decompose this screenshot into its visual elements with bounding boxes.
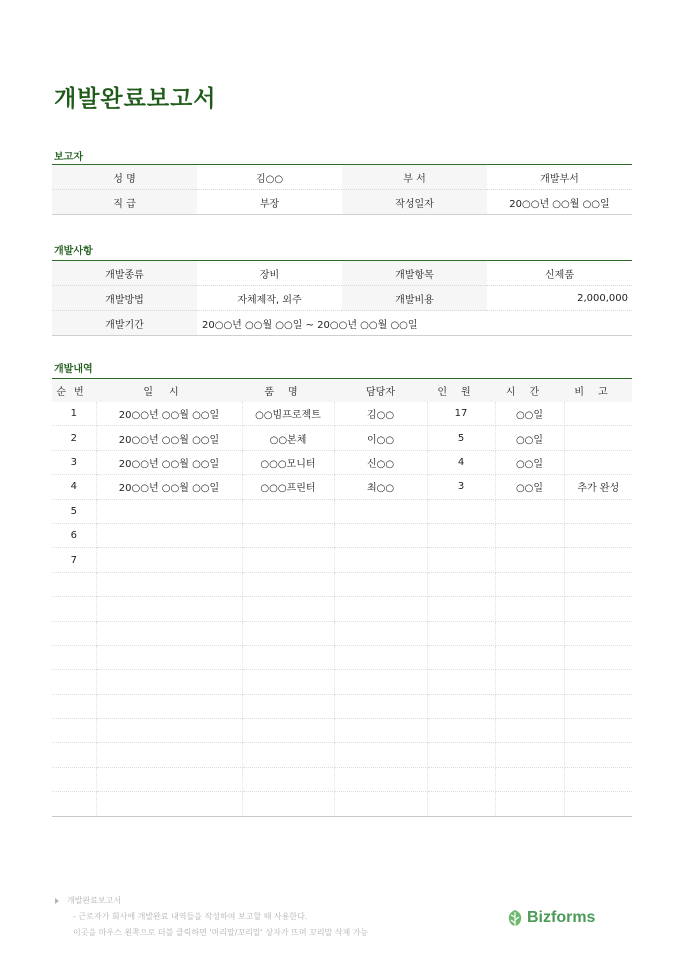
cell-item: [242, 597, 334, 621]
cell-datetime: [96, 719, 242, 743]
cell-item: ○○빔프로젝트: [242, 402, 334, 426]
cell-datetime: 20○○년 ○○월 ○○일: [96, 402, 242, 426]
dev-method-label: 개발방법: [52, 286, 197, 311]
cell-time: [495, 572, 564, 596]
cell-time: [495, 767, 564, 791]
leaf-logo-icon: [506, 908, 524, 928]
cell-manager: [334, 694, 427, 718]
col-header-time: 시간: [495, 379, 564, 402]
triangle-bullet-icon: [55, 898, 59, 904]
cell-time: [495, 670, 564, 694]
col-header-no: 순번: [52, 379, 96, 402]
cell-time: [495, 792, 564, 816]
cell-item: [242, 743, 334, 767]
col-header-item: 품명: [242, 379, 334, 402]
table-row: [52, 621, 632, 645]
cell-datetime: [96, 523, 242, 547]
details-table: [52, 379, 632, 817]
cell-item: [242, 572, 334, 596]
cell-people: [427, 523, 495, 547]
dev-period-label: 개발기간: [52, 311, 197, 336]
footer-description: - 근로자가 회사에 개발완료 내역들을 작성하여 보고할 때 사용한다.: [73, 912, 308, 921]
cell-manager: [334, 499, 427, 523]
dev-type-label: 개발종류: [52, 261, 197, 286]
cell-manager: [334, 719, 427, 743]
cell-datetime: 20○○년 ○○월 ○○일: [96, 426, 242, 450]
cell-datetime: [96, 572, 242, 596]
cell-time: ○○일: [495, 402, 564, 426]
col-header-note: 비고: [564, 379, 632, 402]
cell-people: [427, 694, 495, 718]
cell-note: [564, 402, 632, 426]
cell-no: [52, 792, 96, 816]
table-row: [52, 450, 632, 474]
cell-people: [427, 645, 495, 669]
reporter-table: [52, 165, 632, 215]
logo-text: Bizforms: [527, 909, 596, 926]
table-row: [52, 475, 632, 499]
date-value: 20○○년 ○○월 ○○일: [487, 190, 632, 215]
cell-time: [495, 719, 564, 743]
cell-note: [564, 694, 632, 718]
cell-no: 3: [52, 450, 96, 474]
cell-no: [52, 621, 96, 645]
cell-note: [564, 548, 632, 572]
cell-item: ○○○프린터: [242, 475, 334, 499]
cell-manager: [334, 743, 427, 767]
cell-datetime: [96, 645, 242, 669]
cell-time: [495, 694, 564, 718]
details-body: [52, 402, 632, 816]
col-header-people: 인원: [427, 379, 495, 402]
cell-manager: [334, 523, 427, 547]
cell-people: 17: [427, 402, 495, 426]
name-label: 성 명: [52, 165, 197, 190]
dev-type-value: 장비: [197, 261, 342, 286]
cell-manager: [334, 621, 427, 645]
cell-people: 5: [427, 426, 495, 450]
cell-datetime: [96, 767, 242, 791]
cell-item: [242, 523, 334, 547]
cell-no: 5: [52, 499, 96, 523]
cell-no: 4: [52, 475, 96, 499]
dev-cost-label: 개발비용: [342, 286, 487, 311]
cell-item: [242, 645, 334, 669]
cell-item: [242, 499, 334, 523]
cell-note: [564, 743, 632, 767]
table-row: [52, 694, 632, 718]
table-row: [52, 767, 632, 791]
cell-note: [564, 645, 632, 669]
cell-people: [427, 597, 495, 621]
cell-people: [427, 767, 495, 791]
table-row: [52, 311, 632, 336]
cell-note: [564, 670, 632, 694]
cell-people: [427, 670, 495, 694]
cell-no: [52, 670, 96, 694]
cell-manager: 신○○: [334, 450, 427, 474]
cell-note: 추가 완성: [564, 475, 632, 499]
table-row: [52, 719, 632, 743]
cell-time: [495, 523, 564, 547]
dev-method-value: 자체제작, 외주: [197, 286, 342, 311]
cell-no: 7: [52, 548, 96, 572]
cell-note: [564, 719, 632, 743]
cell-manager: [334, 767, 427, 791]
cell-time: [495, 645, 564, 669]
cell-note: [564, 499, 632, 523]
cell-manager: 김○○: [334, 402, 427, 426]
cell-people: [427, 743, 495, 767]
dev-item-value: 신제품: [487, 261, 632, 286]
cell-manager: 이○○: [334, 426, 427, 450]
section-label-reporter: 보고자: [54, 152, 83, 163]
position-label: 직 급: [52, 190, 197, 215]
table-row: [52, 670, 632, 694]
table-row: [52, 190, 632, 215]
cell-note: [564, 767, 632, 791]
cell-item: [242, 694, 334, 718]
table-row: [52, 645, 632, 669]
table-row: [52, 261, 632, 286]
table-header-row: [52, 379, 632, 402]
section-label-dev-info: 개발사항: [54, 246, 93, 257]
cell-people: [427, 719, 495, 743]
cell-item: [242, 548, 334, 572]
cell-note: [564, 523, 632, 547]
department-label: 부 서: [342, 165, 487, 190]
table-row: [52, 523, 632, 547]
table-row: [52, 286, 632, 311]
cell-note: [564, 597, 632, 621]
footer-title: 개발완료보고서: [67, 896, 122, 905]
cell-no: [52, 597, 96, 621]
cell-manager: 최○○: [334, 475, 427, 499]
cell-no: [52, 743, 96, 767]
cell-item: ○○본체: [242, 426, 334, 450]
table-row: [52, 792, 632, 816]
footer-hint: 이곳을 마우스 왼쪽으로 더블 클릭하면 '머리말/꼬리말' 상자가 뜨며 꼬리말 삭제 가능: [73, 928, 369, 937]
cell-no: 6: [52, 523, 96, 547]
cell-datetime: [96, 694, 242, 718]
dev-info-table: [52, 261, 632, 336]
cell-people: [427, 572, 495, 596]
dev-period-value: 20○○년 ○○월 ○○일 ~ 20○○년 ○○월 ○○일: [197, 311, 632, 336]
dev-item-label: 개발항목: [342, 261, 487, 286]
table-row: [52, 743, 632, 767]
cell-datetime: [96, 621, 242, 645]
cell-note: [564, 792, 632, 816]
table-row: [52, 426, 632, 450]
table-row: [52, 597, 632, 621]
cell-no: 1: [52, 402, 96, 426]
cell-note: [564, 450, 632, 474]
cell-people: [427, 499, 495, 523]
name-value: 김○○: [197, 165, 342, 190]
col-header-manager: 담당자: [334, 379, 427, 402]
cell-manager: [334, 645, 427, 669]
cell-time: [495, 621, 564, 645]
table-row: [52, 402, 632, 426]
cell-datetime: [96, 597, 242, 621]
cell-manager: [334, 597, 427, 621]
cell-manager: [334, 670, 427, 694]
cell-datetime: 20○○년 ○○월 ○○일: [96, 450, 242, 474]
cell-time: ○○일: [495, 475, 564, 499]
bizforms-logo: [506, 908, 595, 928]
cell-time: [495, 743, 564, 767]
cell-time: [495, 597, 564, 621]
cell-time: ○○일: [495, 426, 564, 450]
cell-datetime: [96, 792, 242, 816]
footer-note: [55, 893, 368, 941]
cell-datetime: 20○○년 ○○월 ○○일: [96, 475, 242, 499]
dev-cost-value: 2,000,000: [487, 286, 632, 311]
cell-people: [427, 621, 495, 645]
cell-people: [427, 792, 495, 816]
table-row: [52, 499, 632, 523]
cell-datetime: [96, 743, 242, 767]
cell-people: 4: [427, 450, 495, 474]
table-row: [52, 572, 632, 596]
cell-item: ○○○모니터: [242, 450, 334, 474]
position-value: 부장: [197, 190, 342, 215]
cell-people: [427, 548, 495, 572]
cell-manager: [334, 548, 427, 572]
page-title: 개발완료보고서: [54, 86, 217, 112]
cell-note: [564, 621, 632, 645]
cell-note: [564, 426, 632, 450]
cell-manager: [334, 572, 427, 596]
cell-people: 3: [427, 475, 495, 499]
cell-no: [52, 719, 96, 743]
cell-no: 2: [52, 426, 96, 450]
cell-no: [52, 767, 96, 791]
col-header-datetime: 일시: [96, 379, 242, 402]
table-row: [52, 165, 632, 190]
date-label: 작성일자: [342, 190, 487, 215]
cell-datetime: [96, 670, 242, 694]
cell-item: [242, 792, 334, 816]
cell-time: [495, 548, 564, 572]
section-label-details: 개발내역: [54, 364, 93, 375]
cell-time: ○○일: [495, 450, 564, 474]
cell-datetime: [96, 548, 242, 572]
cell-item: [242, 767, 334, 791]
cell-item: [242, 670, 334, 694]
department-value: 개발부서: [487, 165, 632, 190]
cell-no: [52, 645, 96, 669]
cell-datetime: [96, 499, 242, 523]
cell-item: [242, 621, 334, 645]
cell-manager: [334, 792, 427, 816]
cell-time: [495, 499, 564, 523]
cell-no: [52, 694, 96, 718]
cell-no: [52, 572, 96, 596]
cell-item: [242, 719, 334, 743]
table-row: [52, 548, 632, 572]
cell-note: [564, 572, 632, 596]
